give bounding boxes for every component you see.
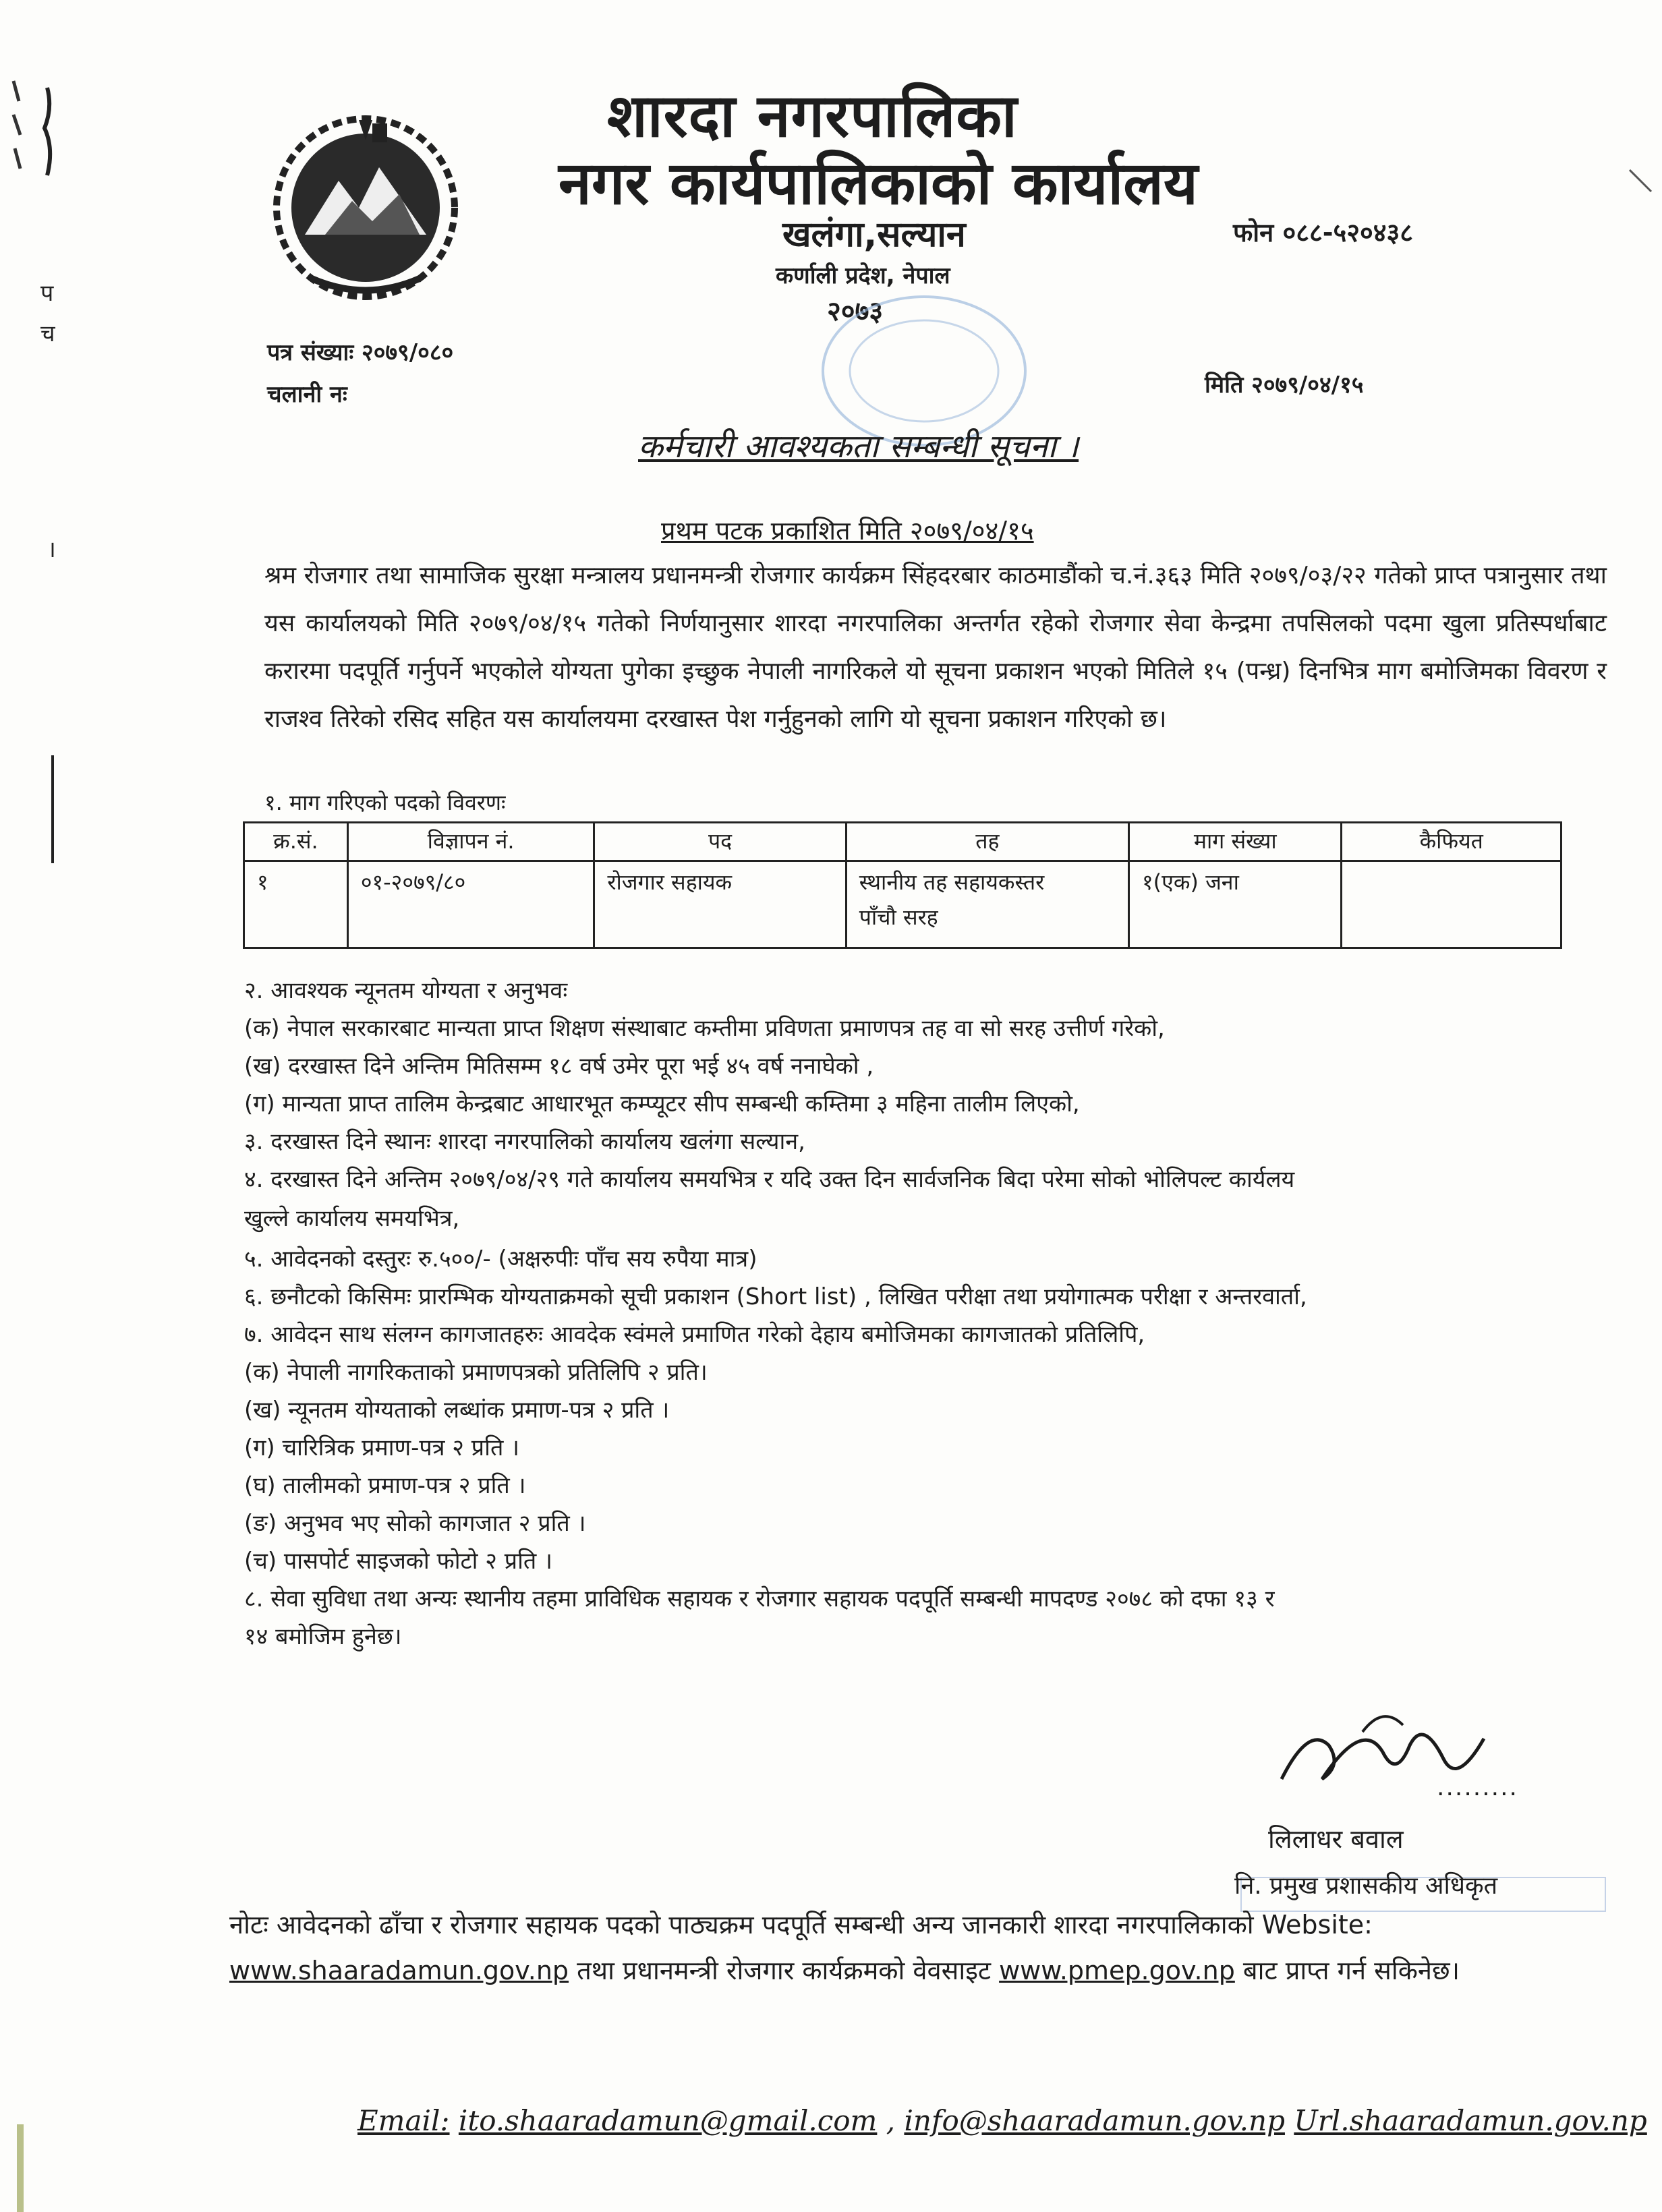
left-margin-artifacts xyxy=(0,0,81,2212)
requirement-line: (ङ) अनुभव भए सोको कागजात २ प्रति । xyxy=(244,1510,586,1537)
remarks-cell xyxy=(1342,861,1561,948)
requirement-line: ६. छनौटको किसिमः प्रारम्भिक योग्यताक्रमको सूची प्रकाशन (Short list) , लिखित परीक्षा तथा प्रयोगात्मक परीक्षा र अन्तरवार्ता, xyxy=(244,1283,1307,1310)
requirement-line: ८. सेवा सुविधा तथा अन्यः स्थानीय तहमा प्राविधिक सहायक र रोजगार सहायक पदपूर्ति सम्बन्धी मापदण्ड २०७८ को दफा १३ र xyxy=(244,1585,1275,1612)
nepal-emblem-logo xyxy=(264,107,474,309)
reference-number: पत्र संख्याः २०७९/०८० xyxy=(267,339,454,366)
right-margin-mark xyxy=(1628,169,1655,202)
level-cell xyxy=(846,861,1128,948)
section-heading: १. माग गरिएको पदको विवरणः xyxy=(264,790,506,815)
requirement-line: ४. दरखास्त दिने अन्तिम २०७९/०४/२९ गते कार्यालय समयभित्र र यदि उक्त दिन सार्वजनिक बिदा परेमा सोको भोलिपल्ट कार्यलय xyxy=(244,1166,1295,1193)
office-title: नगर कार्यपालिकाको कार्यालय xyxy=(558,148,1198,218)
slash-mark-icon xyxy=(1628,169,1655,196)
separator: , xyxy=(877,2104,905,2137)
intro-paragraph: श्रम रोजगार तथा सामाजिक सुरक्षा मन्त्रालय प्रधानमन्त्री रोजगार कार्यक्रम सिंहदरबार काठमाडौंको च.नं.३६३ मिति २०७९/०३/२२ गतेको प्राप्त पत्रानुसार तथा यस कार्यालयको मिति २०७९/०४/१५ गतेको निर्णयानुसार शारदा नगरपालिका अन्तर्गत रहेको रोजगार सेवा केन्द्रमा तपसिलको पदमा खुला प्रतिस्पर्धाबाट करारमा पदपूर्ति गर्नुपर्ने भएकोले योग्यता पुगेका इच्छुक नेपाली नागरिकले यो सूचना प्रकाशन भएको मितिले १५ (पन्ध्र) दिनभित्र माग बमोजिमका विवरण र राजश्व तिरेको रसिद सहित यस कार्यालयमा दरखास्त पेश गर्नुहुनको लागि यो सूचना प्रकाशन गरिएको छ। xyxy=(264,562,1607,733)
requirement-line: (क) नेपाली नागरिकताको प्रमाणपत्रको प्रतिलिपि २ प्रति। xyxy=(244,1359,708,1386)
note-text: बाट प्राप्त गर्न सकिनेछ। xyxy=(1234,1956,1460,1985)
address: खलंगा,सल्यान xyxy=(782,214,966,255)
table-header-cell: क्र.सं. xyxy=(244,823,348,861)
count-cell: १(एक) जना xyxy=(1129,861,1342,948)
post-cell: रोजगार सहायक xyxy=(594,861,846,948)
requirement-line: (च) पासपोर्ट साइजको फोटो २ प्रति । xyxy=(244,1548,553,1575)
requirement-line: (ख) दरखास्त दिने अन्तिम मितिसम्म १८ वर्ष उमेर पूरा भई ४५ वर्ष ननाघेको , xyxy=(244,1053,874,1080)
serial-cell: १ xyxy=(244,861,348,948)
table-header-row xyxy=(244,823,1561,861)
established-year: २०७३ xyxy=(827,296,884,327)
phone-number: फोन ०८८-५२०४३८ xyxy=(1233,218,1414,248)
letter-date: मिति २०७९/०४/१५ xyxy=(1205,372,1364,399)
table-header-cell: पद xyxy=(594,823,846,861)
website-link[interactable]: www.shaaradamun.gov.np xyxy=(229,1956,569,1985)
ad-number-cell: ०१-२०७९/८० xyxy=(347,861,594,948)
contact-footer xyxy=(357,2104,1647,2137)
requirement-line: १४ बमोजिम हुनेछ। xyxy=(244,1623,402,1650)
note-paragraph xyxy=(229,1902,1612,1993)
table-header-cell: माग संख्या xyxy=(1129,823,1342,861)
post-details-table xyxy=(243,821,1562,949)
province: कर्णाली प्रदेश, नेपाल xyxy=(776,262,950,289)
requirement-line: ३. दरखास्त दिने स्थानः शारदा नगरपालिको कार्यालय खलंगा सल्यान, xyxy=(244,1128,805,1155)
requirement-line: ७. आवेदन साथ संलग्न कागजातहरुः आवदेक स्वंमले प्रमाणित गरेको देहाय बमोजिमका कागजातको प्रतिलिपि, xyxy=(244,1321,1145,1348)
pmep-link[interactable]: www.pmep.gov.np xyxy=(999,1956,1235,1985)
level-line: पाँचौ सरह xyxy=(859,904,938,930)
dispatch-number: चलानी नः xyxy=(267,381,347,408)
requirement-line: २. आवश्यक न्यूनतम योग्यता र अनुभवः xyxy=(244,977,568,1004)
table-header-cell: कैफियत xyxy=(1342,823,1561,861)
table-header-cell: तह xyxy=(846,823,1128,861)
margin-char: प xyxy=(40,280,54,307)
requirement-line: (घ) तालीमको प्रमाण-पत्र २ प्रति । xyxy=(244,1472,526,1499)
signer-designation: नि. प्रमुख प्रशासकीय अधिकृत xyxy=(1234,1872,1498,1900)
signer-name: लिलाधर बवाल xyxy=(1268,1824,1404,1854)
note-text: नोटः आवेदनको ढाँचा र रोजगार सहायक पदको पाठ्यक्रम पदपूर्ति सम्बन्धी अन्य जानकारी शारदा नगरपालिकाको Website: xyxy=(229,1910,1373,1940)
requirement-line: (ग) मान्यता प्राप्त तालिम केन्द्रबाट आधारभूत कम्प्यूटर सीप सम्बन्धी कम्तिमा ३ महिना तालीम लिएको, xyxy=(244,1090,1080,1117)
notice-title: कर्मचारी आवश्यकता सम्बन्धी सूचना । xyxy=(638,428,1079,465)
email-link[interactable]: info@shaaradamun.gov.np xyxy=(904,2104,1285,2137)
email-link[interactable]: ito.shaaradamun@gmail.com xyxy=(458,2104,878,2137)
url-link[interactable]: Url.shaaradamun.gov.np xyxy=(1294,2104,1647,2137)
requirement-line: ५. आवेदनको दस्तुरः रु.५००/- (अक्षरुपीः पाँच सय रुपैया मात्र) xyxy=(244,1246,757,1273)
requirement-line: खुल्ले कार्यालय समयभित्र, xyxy=(244,1205,460,1232)
municipality-title: शारदा नगरपालिका xyxy=(607,81,1018,150)
table-row xyxy=(244,861,1561,948)
margin-char: । xyxy=(47,536,56,563)
signature-dots: ......... xyxy=(1437,1774,1518,1801)
margin-char: च xyxy=(40,320,55,347)
first-published-date: प्रथम पटक प्रकाशित मिति २०७९/०४/१५ xyxy=(661,516,1034,546)
email-label: Email: xyxy=(357,2104,450,2137)
level-line: स्थानीय तह सहायकस्तर xyxy=(859,869,1045,895)
requirement-line: (ख) न्यूनतम योग्यताको लब्धांक प्रमाण-पत्र २ प्रति । xyxy=(244,1397,670,1424)
requirement-line: (क) नेपाल सरकारबाट मान्यता प्राप्त शिक्षण संस्थाबाट कम्तीमा प्रविणता प्रमाणपत्र तह वा सो सरह उत्तीर्ण गरेको, xyxy=(244,1015,1165,1042)
note-text: तथा प्रधानमन्त्री रोजगार कार्यक्रमको वेवसाइट xyxy=(569,1956,1000,1985)
requirement-line: (ग) चारित्रिक प्रमाण-पत्र २ प्रति । xyxy=(244,1434,520,1461)
table-header-cell: विज्ञापन नं. xyxy=(347,823,594,861)
